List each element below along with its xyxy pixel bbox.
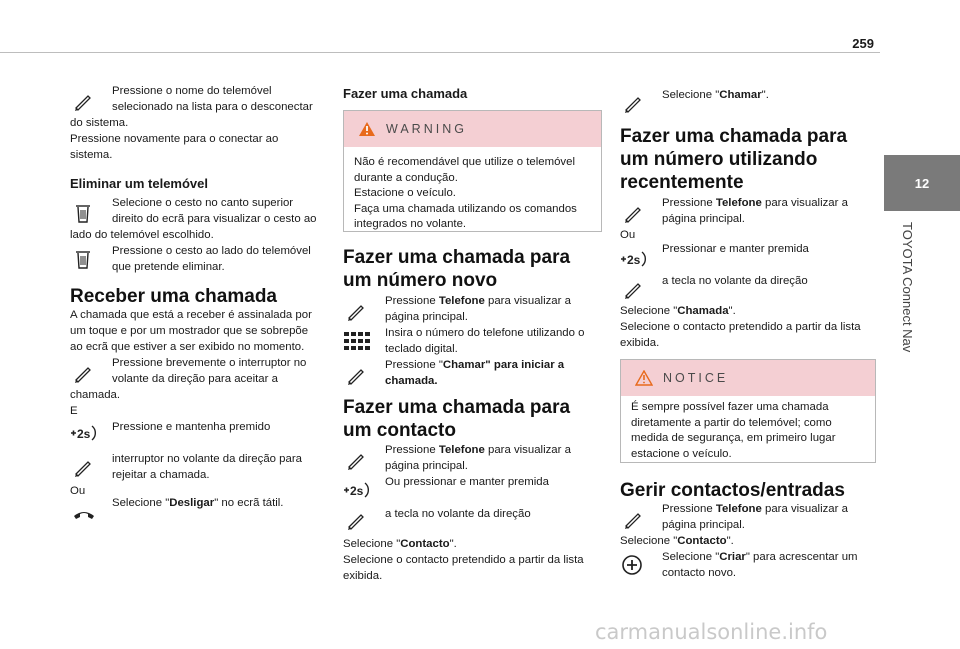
- text-line: Pressione Telefone para visualizar a: [385, 444, 571, 456]
- numero-novo-block: [343, 294, 601, 388]
- text-line: Pressione o nome do telemóvel: [112, 85, 272, 97]
- text-line: medida de segurança, em primeiro lugar: [631, 432, 836, 445]
- text-line: Selecione "Contacto".: [620, 535, 734, 547]
- warning-title: WARNING: [386, 122, 467, 136]
- pencil-icon: [70, 362, 98, 384]
- heading-receber: Receber uma chamada: [70, 286, 277, 307]
- heading-fazer-chamada: Fazer uma chamada: [343, 86, 468, 101]
- warning-triangle-icon: [358, 121, 376, 137]
- text-line: Selecione "Chamada".: [620, 305, 736, 317]
- header-rule: [0, 52, 880, 53]
- notice-title: NOTICE: [663, 371, 729, 385]
- pencil-icon: [343, 509, 371, 531]
- text-line: E: [70, 405, 78, 417]
- press-hold-2s-icon: [343, 479, 373, 501]
- pencil-icon: [70, 456, 98, 478]
- text-line: que pretende eliminar.: [112, 261, 225, 273]
- text-line: durante a condução.: [354, 171, 458, 184]
- text-line: chamada.: [385, 375, 438, 387]
- text-line: Pressione brevemente o interruptor no: [112, 357, 307, 369]
- sidebar-title: TOYOTA Connect Nav: [900, 222, 915, 353]
- text-line: página principal.: [385, 311, 468, 323]
- text-line: Selecione o cesto no canto superior: [112, 197, 294, 209]
- text-line: selecionado na lista para o desconectar: [112, 101, 313, 113]
- text-line: Faça uma chamada utilizando os comandos: [354, 202, 577, 215]
- notice-box: [620, 359, 876, 463]
- text-line: exibida.: [620, 337, 660, 349]
- svg-text:2s: 2s: [627, 253, 641, 267]
- heading-eliminar: Eliminar um telemóvel: [70, 176, 208, 191]
- heading-recentemente: [620, 125, 847, 194]
- receber-block: [70, 308, 328, 518]
- press-hold-2s-icon: [70, 422, 100, 444]
- svg-text:2s: 2s: [77, 427, 91, 441]
- text-line: contacto novo.: [662, 567, 737, 579]
- warning-box: [343, 110, 602, 232]
- text-line: Selecione "Desligar" no ecrã tátil.: [112, 497, 284, 509]
- text-line: Insira o número do telefone utilizando o: [385, 327, 585, 339]
- text-line: página principal.: [662, 213, 745, 225]
- text-line: volante da direção para aceitar a: [112, 373, 278, 385]
- svg-text:2s: 2s: [350, 484, 364, 498]
- text-line: um toque e por um mostrador que se sobrepõe: [70, 325, 309, 337]
- contacto-block: [343, 443, 601, 583]
- notice-header: [621, 360, 875, 396]
- text-line: lado do telemóvel escolhido.: [70, 229, 214, 241]
- text-line: Pressione Telefone para visualizar a: [662, 503, 848, 515]
- warning-body: [344, 147, 601, 241]
- text-line: exibida.: [343, 570, 383, 582]
- text-line: Pressionar e manter premida: [662, 243, 809, 255]
- text-line: É sempre possível fazer uma chamada: [631, 401, 829, 413]
- trash-icon: [70, 248, 98, 270]
- text-line: Ou pressionar e manter premida: [385, 476, 549, 488]
- text-line: a tecla no volante da direção: [662, 275, 808, 287]
- text-line: chamada.: [70, 389, 121, 401]
- text-line: interruptor no volante da direção para: [112, 453, 302, 465]
- text-line: a tecla no volante da direção: [385, 508, 531, 520]
- text-line: direito do ecrã para visualizar o cesto ao: [112, 213, 317, 225]
- chamar-block: [620, 88, 878, 112]
- heading-line: Fazer uma chamada para: [343, 247, 571, 268]
- heading-line: recentemente: [620, 172, 744, 193]
- text-line: rejeitar a chamada.: [112, 469, 210, 481]
- text-line: Pressione o cesto ao lado do telemóvel: [112, 245, 311, 257]
- text-line: ao ecrã que estiver a ser exibido no momento.: [70, 341, 305, 353]
- column-1: [70, 84, 328, 164]
- text-line: Selecione "Criar" para acrescentar um: [662, 551, 858, 563]
- pencil-icon: [343, 449, 371, 471]
- keypad-icon: [343, 330, 371, 352]
- heading-line: Fazer uma chamada para: [343, 397, 571, 418]
- add-circle-icon: [620, 554, 648, 576]
- text-line: A chamada que está a receber é assinalada por: [70, 309, 312, 321]
- text-line: Ou: [70, 485, 86, 497]
- text-line: Pressione Telefone para visualizar a: [662, 197, 848, 209]
- sidebar-title-container: [900, 222, 916, 382]
- text-line: Selecione o contacto pretendido a partir da lista: [343, 554, 584, 566]
- text-line: diretamente a partir do telemóvel; como: [631, 416, 832, 429]
- pencil-icon: [620, 202, 648, 224]
- pencil-icon: [343, 364, 371, 386]
- watermark: carmanualsonline.info: [595, 620, 828, 644]
- hang-up-phone-icon: [70, 502, 98, 524]
- text-line: Não é recomendável que utilize o telemóvel: [354, 156, 575, 168]
- text-line: sistema.: [70, 149, 113, 161]
- text-line: Pressione Telefone para visualizar a: [385, 295, 571, 307]
- text-line: estacione o veículo.: [631, 447, 732, 460]
- press-hold-2s-icon: [620, 248, 650, 270]
- text-line: página principal.: [385, 460, 468, 472]
- heading-line: Fazer uma chamada para: [620, 126, 848, 147]
- text-line: Pressione novamente para o conectar ao: [70, 133, 279, 145]
- text-line: Pressione e mantenha premido: [112, 421, 271, 433]
- text-line: Pressione "Chamar" para iniciar a: [385, 359, 565, 371]
- heading-numero-novo: [343, 246, 570, 292]
- text-line: Ou: [620, 229, 636, 241]
- pencil-icon: [70, 90, 98, 112]
- text-line: do sistema.: [70, 117, 129, 129]
- text-line: integrados no volante.: [354, 218, 467, 231]
- chapter-tab[interactable]: 12: [884, 155, 960, 211]
- pencil-icon: [620, 508, 648, 530]
- text-line: Selecione o contacto pretendido a partir da lista: [620, 321, 861, 333]
- recentemente-block: [620, 196, 878, 352]
- text-line: Selecione "Chamar".: [662, 89, 769, 101]
- heading-gerir: Gerir contactos/entradas: [620, 480, 845, 501]
- text-line: Estacione o veículo.: [354, 187, 456, 200]
- text-line: página principal.: [662, 519, 745, 531]
- text-line: Selecione "Contacto".: [343, 538, 457, 550]
- pencil-icon: [620, 278, 648, 300]
- pencil-icon: [343, 300, 371, 322]
- heading-line: um número utilizando: [620, 149, 818, 170]
- text-line: teclado digital.: [385, 343, 458, 355]
- eliminar-block: [70, 196, 328, 278]
- notice-triangle-icon: [635, 370, 653, 386]
- heading-contacto: [343, 396, 570, 442]
- pencil-icon: [620, 92, 648, 114]
- heading-line: um contacto: [343, 420, 456, 441]
- heading-line: um número novo: [343, 270, 498, 291]
- trash-icon: [70, 202, 98, 224]
- notice-body: [621, 396, 875, 470]
- page-number: 259: [852, 36, 874, 51]
- warning-header: [344, 111, 601, 147]
- gerir-block: [620, 502, 878, 582]
